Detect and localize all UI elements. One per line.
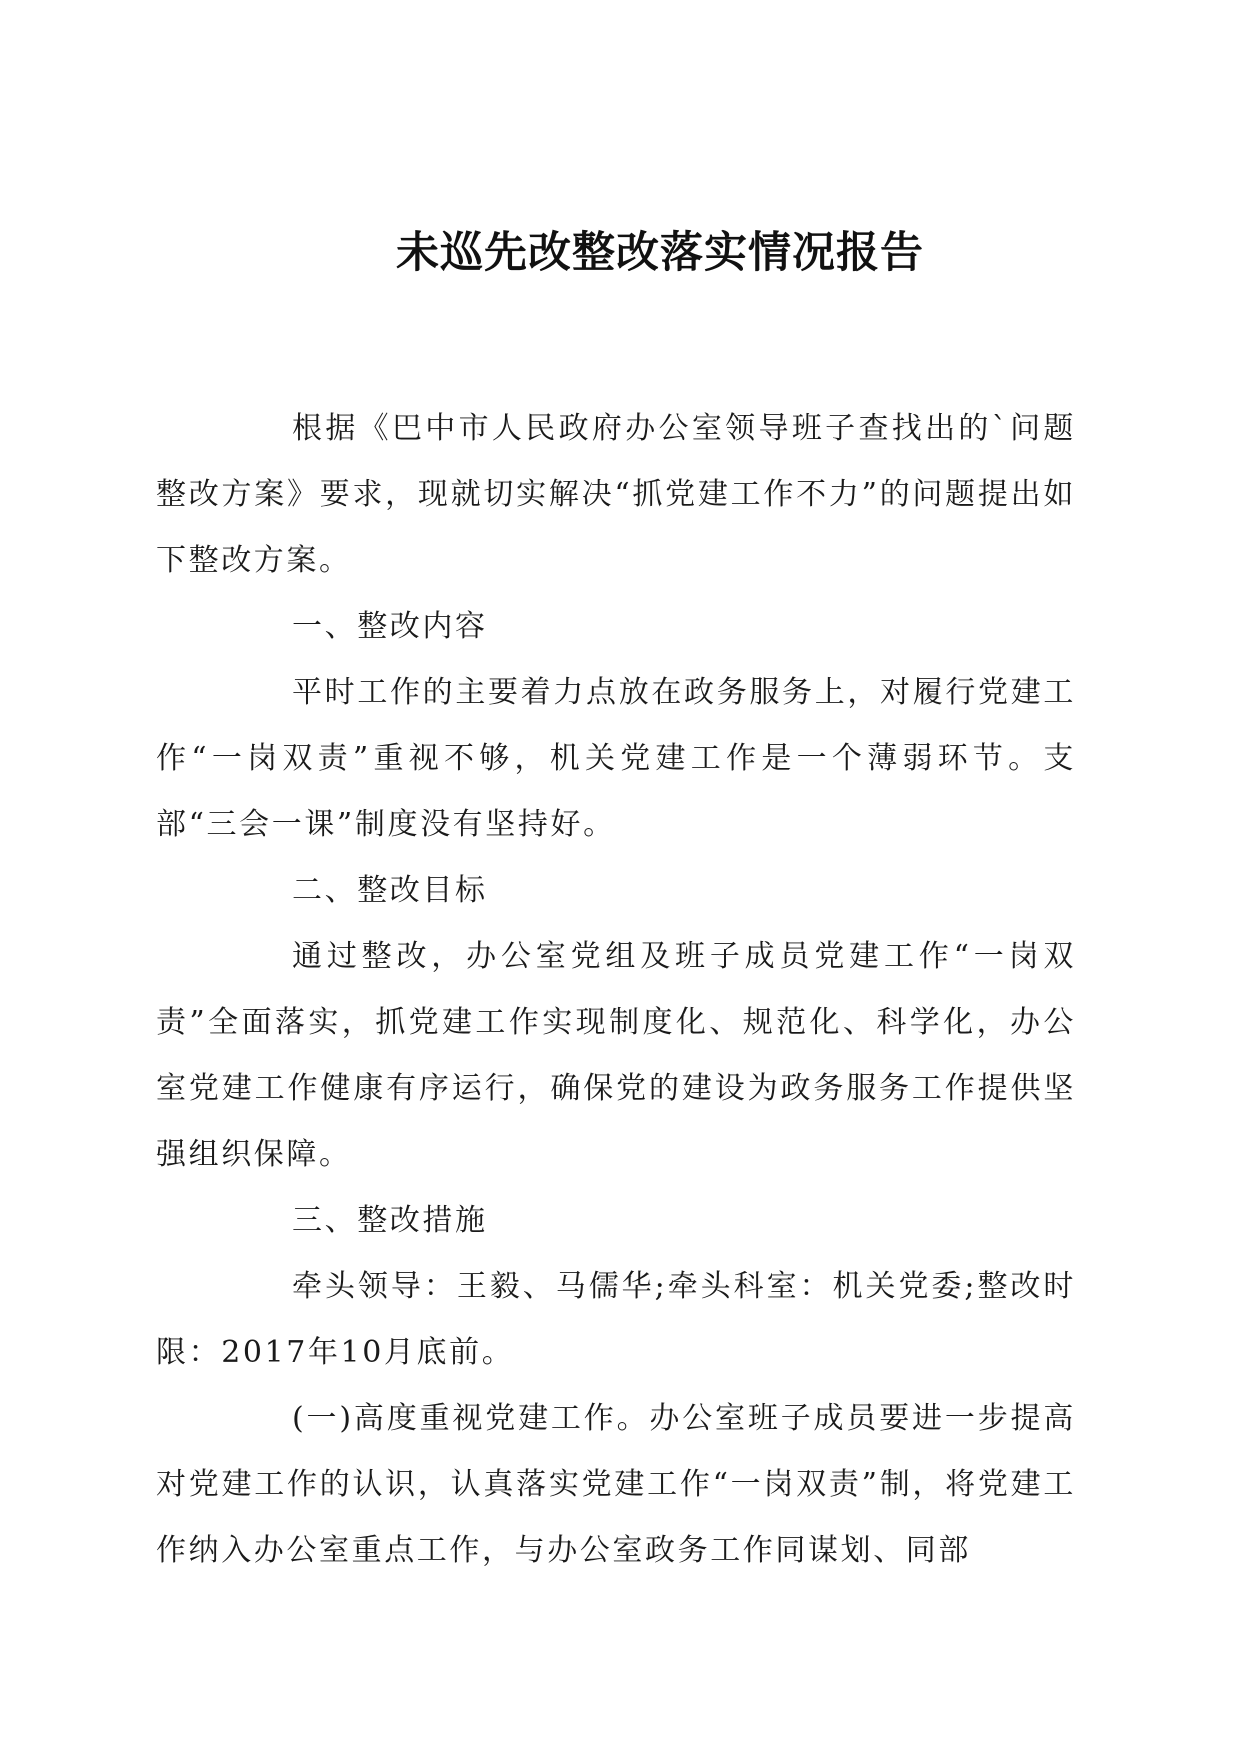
measure-one-paragraph: (一)高度重视党建工作。办公室班子成员要进一步提高对党建工作的认识，认真落实党建工作“一岗双责”制，将党建工作纳入办公室重点工作，与办公室政务工作同谋划、同部 (156, 1401, 1076, 1568)
content-paragraph: 平时工作的主要着力点放在政务服务上，对履行党建工作“一岗双责”重视不够，机关党建工作是一个薄弱环节。支部“三会一课”制度没有坚持好。 (156, 675, 1076, 842)
section-heading-goals: 二、整改目标 (292, 873, 488, 908)
intro-paragraph: 根据《巴中市人民政府办公室领导班子查找出的`问题整改方案》要求，现就切实解决“抓党建工作不力”的问题提出如下整改方案。 (156, 411, 1076, 578)
section-heading-content: 一、整改内容 (292, 609, 488, 644)
section-heading-measures: 三、整改措施 (292, 1203, 488, 1238)
responsibility-paragraph: 牵头领导：王毅、马儒华;牵头科室：机关党委;整改时限：2017年10月底前。 (156, 1269, 1076, 1370)
goals-paragraph: 通过整改，办公室党组及班子成员党建工作“一岗双责”全面落实，抓党建工作实现制度化、规范化、科学化，办公室党建工作健康有序运行，确保党的建设为政务服务工作提供坚强组织保障。 (156, 939, 1076, 1172)
document-body (156, 396, 1076, 1584)
document-title: 未巡先改整改落实情况报告 (396, 228, 924, 278)
